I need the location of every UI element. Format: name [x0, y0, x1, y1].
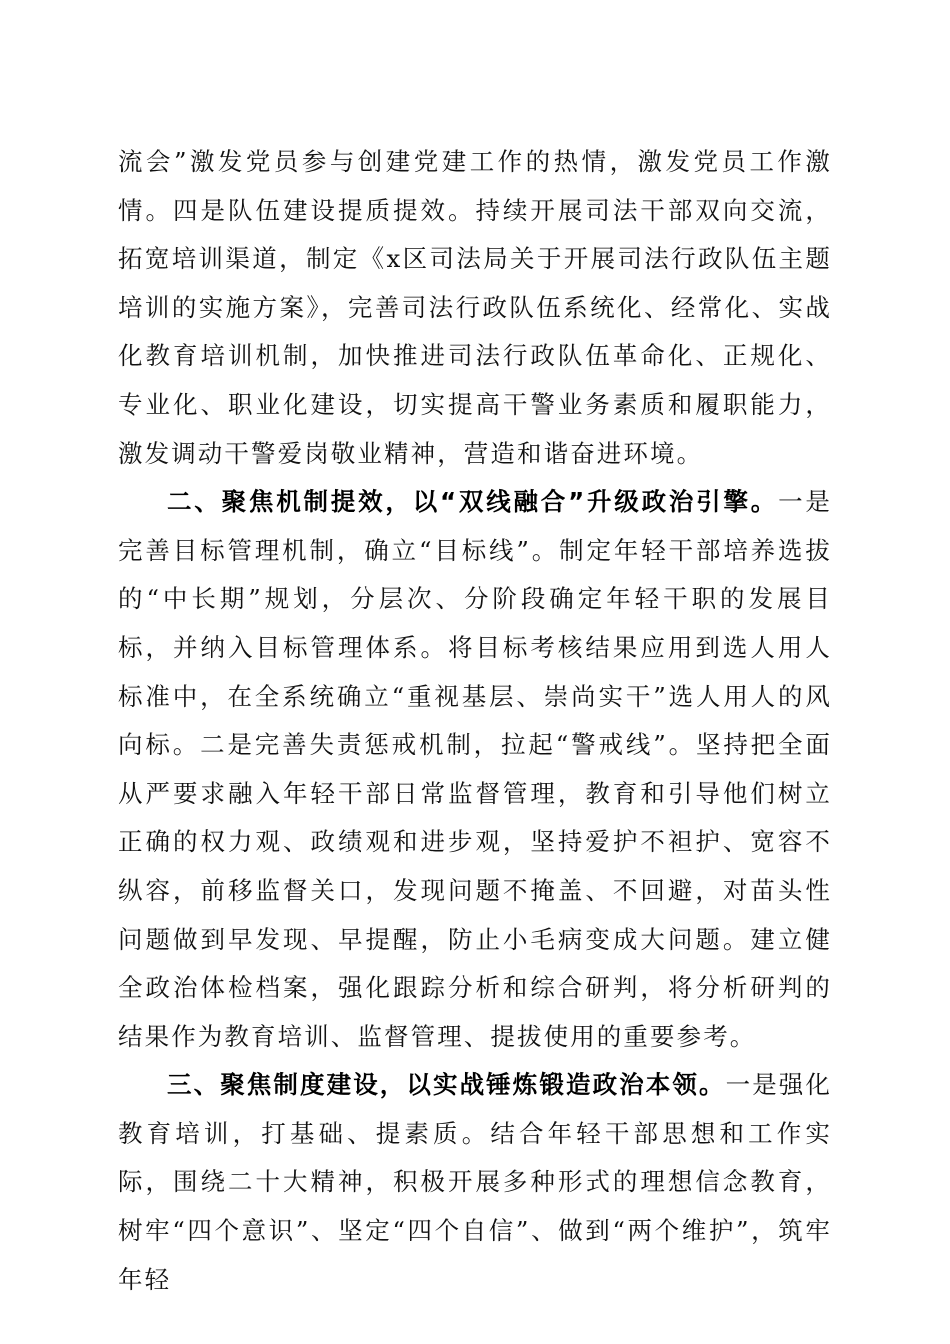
paragraph-body: 流会”激发党员参与创建党建工作的热情，激发党员工作激情。四是队伍建设提质提效。持续开展司法干部双向交流，拓宽培训渠道，制定《x区司法局关于开展司法行政队伍主题培训的实施方案》，完善司法行政队伍系统化、经常化、实战化教育培训机制，加快推进司法行政队伍革命化、正规化、专业化、职业化建设，切实提高干警业务素质和履职能力，激发调动干警爱岗敬业精神，营造和谐奋进环境。: [118, 147, 832, 468]
section-heading: 二、聚焦机制提效，以“双线融合”升级政治引擎。: [167, 487, 779, 517]
paragraph-section-3: [118, 1061, 832, 1304]
document-body: [118, 138, 832, 1304]
paragraph-continuation: [118, 138, 832, 478]
section-heading: 三、聚焦制度建设，以实战锤炼锻造政治本领。: [167, 1070, 726, 1100]
paragraph-section-2: [118, 478, 832, 1061]
paragraph-body: 一是强化教育培训，打基础、提素质。结合年轻干部思想和工作实际，围绕二十大精神，积极开展多种形式的理想信念教育，树牢“四个意识”、坚定“四个自信”、做到“两个维护”，筑牢年轻: [118, 1070, 833, 1294]
paragraph-body: 一是完善目标管理机制，确立“目标线”。制定年轻干部培养选拔的“中长期”规划，分层次、分阶段确定年轻干职的发展目标，并纳入目标管理体系。将目标考核结果应用到选人用人标准中，在全系统确立“重视基层、崇尚实干”选人用人的风向标。二是完善失责惩戒机制，拉起“警戒线”。坚持把全面从严要求融入年轻干部日常监督管理，教育和引导他们树立正确的权力观、政绩观和进步观，坚持爱护不袒护、宽容不纵容，前移监督关口，发现问题不掩盖、不回避，对苗头性问题做到早发现、早提醒，防止小毛病变成大问题。建立健全政治体检档案，强化跟踪分析和综合研判，将分析研判的结果作为教育培训、监督管理、提拔使用的重要参考。: [118, 487, 832, 1051]
